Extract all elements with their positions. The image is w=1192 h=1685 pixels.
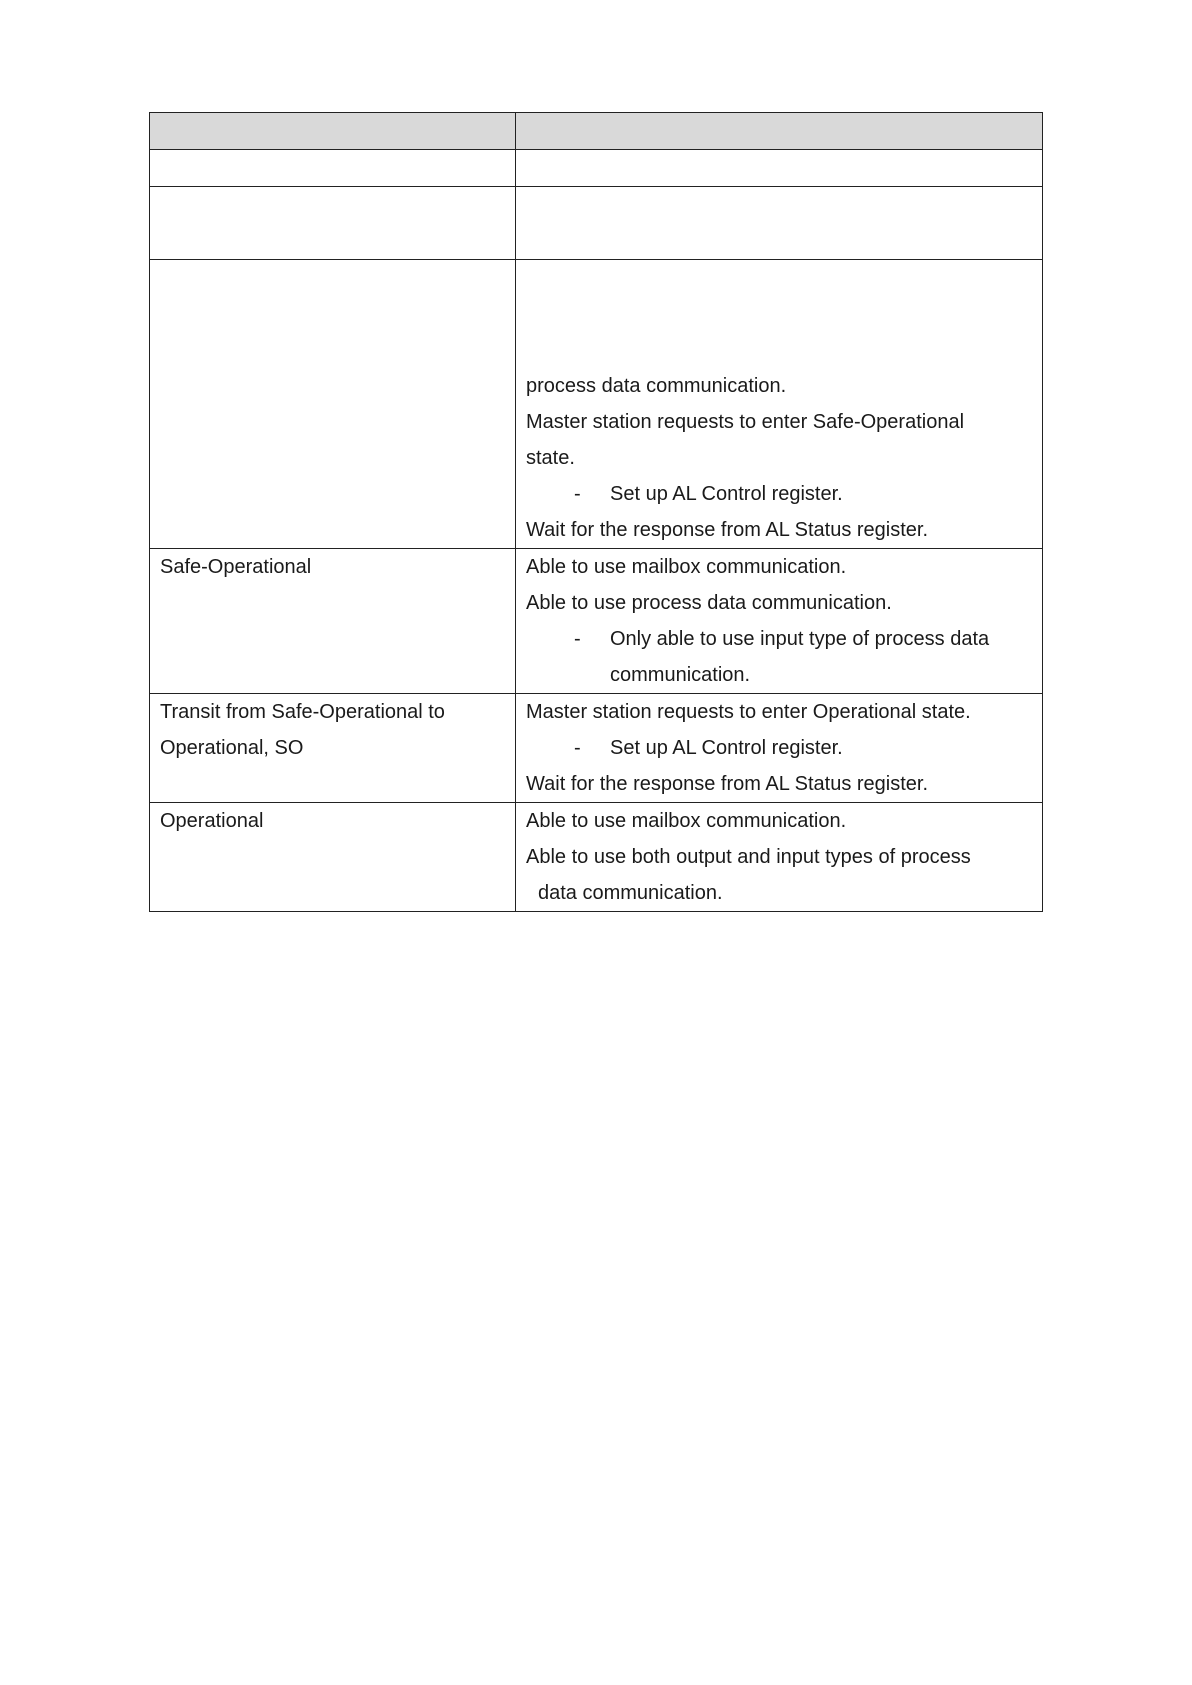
description-line: Able to use mailbox communication. (526, 556, 847, 578)
state-cell (150, 150, 516, 187)
description-cell (516, 803, 1043, 912)
bullet-dash: - (574, 483, 581, 505)
table-row (150, 803, 1043, 912)
description-cell (516, 694, 1043, 803)
bullet-item (526, 730, 1032, 766)
header-cell-state (150, 113, 516, 150)
description-line: Wait for the response from AL Status register. (526, 519, 929, 541)
description-line: Wait for the response from AL Status register. (526, 773, 929, 795)
state-line: Transit from Safe-Operational to (160, 701, 445, 723)
description-cell (516, 187, 1043, 260)
description-line: Master station requests to enter Safe-Operational (526, 411, 965, 433)
bullet-item (526, 621, 1032, 657)
table-row (150, 549, 1043, 694)
table-row (150, 694, 1043, 803)
description-line: state. (526, 447, 575, 469)
table-row (150, 187, 1043, 260)
header-cell-description (516, 113, 1043, 150)
bullet-dash: - (574, 737, 581, 759)
cell-spacer (526, 260, 1032, 368)
table-header-row (150, 113, 1043, 150)
description-line: process data communication. (526, 375, 787, 397)
bullet-text: Set up AL Control register. (610, 737, 843, 759)
state-line: Operational, SO (160, 737, 304, 759)
description-cell (516, 549, 1043, 694)
description-line: Master station requests to enter Operational state. (526, 701, 971, 723)
bullet-text: Set up AL Control register. (610, 483, 843, 505)
state-cell (150, 260, 516, 549)
state-cell: Operational (150, 803, 516, 912)
description-continuation: data communication. (538, 882, 723, 904)
bullet-continuation: communication. (610, 664, 751, 686)
bullet-dash: - (574, 628, 581, 650)
table-row (150, 260, 1043, 549)
description-line: Able to use process data communication. (526, 592, 892, 614)
description-cell (516, 260, 1043, 549)
bullet-item (526, 476, 1032, 512)
state-transition-table (149, 112, 1043, 912)
description-line: Able to use mailbox communication. (526, 810, 847, 832)
description-cell (516, 150, 1043, 187)
description-line: Able to use both output and input types of process (526, 846, 971, 868)
bullet-text: Only able to use input type of process data (610, 628, 990, 650)
state-cell (150, 694, 516, 803)
table-row (150, 150, 1043, 187)
state-cell: Safe-Operational (150, 549, 516, 694)
state-cell (150, 187, 516, 260)
